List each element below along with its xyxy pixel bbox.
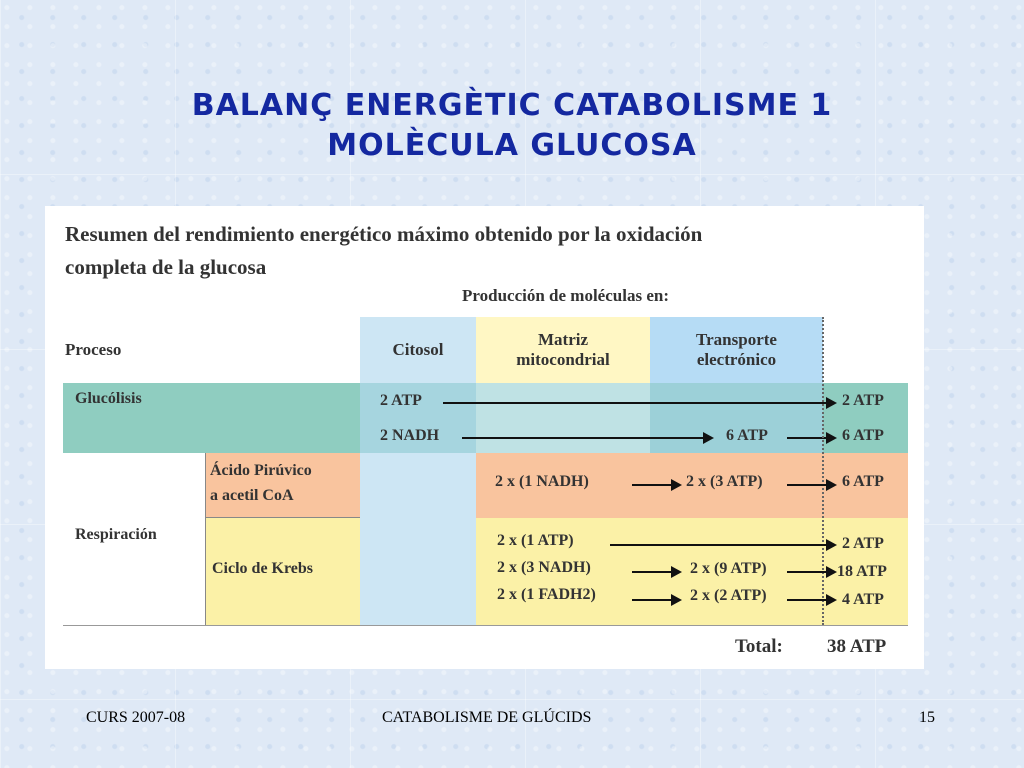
glycolysis-atp: 2 ATP xyxy=(380,392,422,409)
krebs-nadh-arrow-1 xyxy=(632,571,680,573)
respiration-cytosol-bg xyxy=(360,453,476,625)
table-heading xyxy=(65,218,702,284)
total-value: 38 ATP xyxy=(827,636,887,657)
column-header-transport-line-1: Transporte xyxy=(696,330,777,349)
glycolysis-atp-arrow xyxy=(443,402,835,404)
pyruvic-label-line-2: a acetil CoA xyxy=(210,487,294,504)
footer-title: CATABOLISME DE GLÚCIDS xyxy=(382,709,592,726)
krebs-nadh-arrow-2 xyxy=(787,571,835,573)
glycolysis-label: Glucólisis xyxy=(75,390,142,407)
pyruvic-arrow-1 xyxy=(632,484,680,486)
production-subheading: Producción de moléculas en: xyxy=(462,286,669,305)
respiration-divider-v xyxy=(205,453,206,625)
krebs-fadh2-arrow-1 xyxy=(632,599,680,601)
column-header-matrix xyxy=(476,317,650,383)
krebs-matrix-nadh: 2 x (3 NADH) xyxy=(497,559,591,576)
column-header-matrix-line-1: Matriz xyxy=(537,330,589,349)
glycolysis-nadh-transport: 6 ATP xyxy=(726,427,768,444)
respiration-label: Respiración xyxy=(75,526,157,543)
krebs-total-nadh: 18 ATP xyxy=(837,563,887,580)
column-header-transport-line-2: electrónico xyxy=(696,350,777,369)
krebs-matrix-fadh2: 2 x (1 FADH2) xyxy=(497,586,596,603)
glycolysis-matrix-bg xyxy=(476,383,650,453)
pyruvic-matrix: 2 x (1 NADH) xyxy=(495,473,589,490)
title-line-1: BALANÇ ENERGÈTIC CATABOLISME 1 xyxy=(191,88,833,123)
table-bottom-line xyxy=(63,625,908,626)
krebs-transport-nadh: 2 x (9 ATP) xyxy=(690,560,767,577)
column-header-cytosol: Citosol xyxy=(392,340,444,359)
energy-balance-table xyxy=(45,206,924,669)
glycolysis-nadh-total: 6 ATP xyxy=(842,427,884,444)
krebs-total-atp: 2 ATP xyxy=(842,535,884,552)
krebs-atp-arrow xyxy=(610,544,835,546)
footer-course: CURS 2007-08 xyxy=(86,709,186,726)
pyruvic-total: 6 ATP xyxy=(842,473,884,490)
pyruvic-label xyxy=(210,458,312,508)
slide-title xyxy=(0,86,1024,165)
krebs-transport-fadh2: 2 x (2 ATP) xyxy=(690,587,767,604)
krebs-fadh2-arrow-2 xyxy=(787,599,835,601)
pyruvic-transport: 2 x (3 ATP) xyxy=(686,473,763,490)
column-header-transport xyxy=(650,317,823,383)
respiration-divider-h xyxy=(205,517,360,518)
krebs-label: Ciclo de Krebs xyxy=(212,560,314,577)
table-heading-line-1: Resumen del rendimiento energético máximo obtenido por la oxidación xyxy=(65,222,703,246)
krebs-total-fadh2: 4 ATP xyxy=(842,591,884,608)
footer-page-number: 15 xyxy=(919,709,935,726)
transport-dotted-divider xyxy=(822,317,824,625)
glycolysis-nadh-arrow xyxy=(462,437,712,439)
glycolysis-nadh-total-arrow xyxy=(787,437,835,439)
pyruvic-arrow-2 xyxy=(787,484,835,486)
pyruvic-label-line-1: Ácido Pirúvico xyxy=(210,462,312,479)
table-heading-line-2: completa de la glucosa xyxy=(65,255,267,279)
krebs-matrix-atp: 2 x (1 ATP) xyxy=(497,532,574,549)
glycolysis-nadh: 2 NADH xyxy=(380,427,440,444)
column-header-process: Proceso xyxy=(65,340,122,359)
total-label: Total: xyxy=(735,636,783,657)
glycolysis-atp-total: 2 ATP xyxy=(842,392,884,409)
column-header-matrix-line-2: mitocondrial xyxy=(516,350,610,369)
title-line-2: MOLÈCULA GLUCOSA xyxy=(327,127,697,163)
